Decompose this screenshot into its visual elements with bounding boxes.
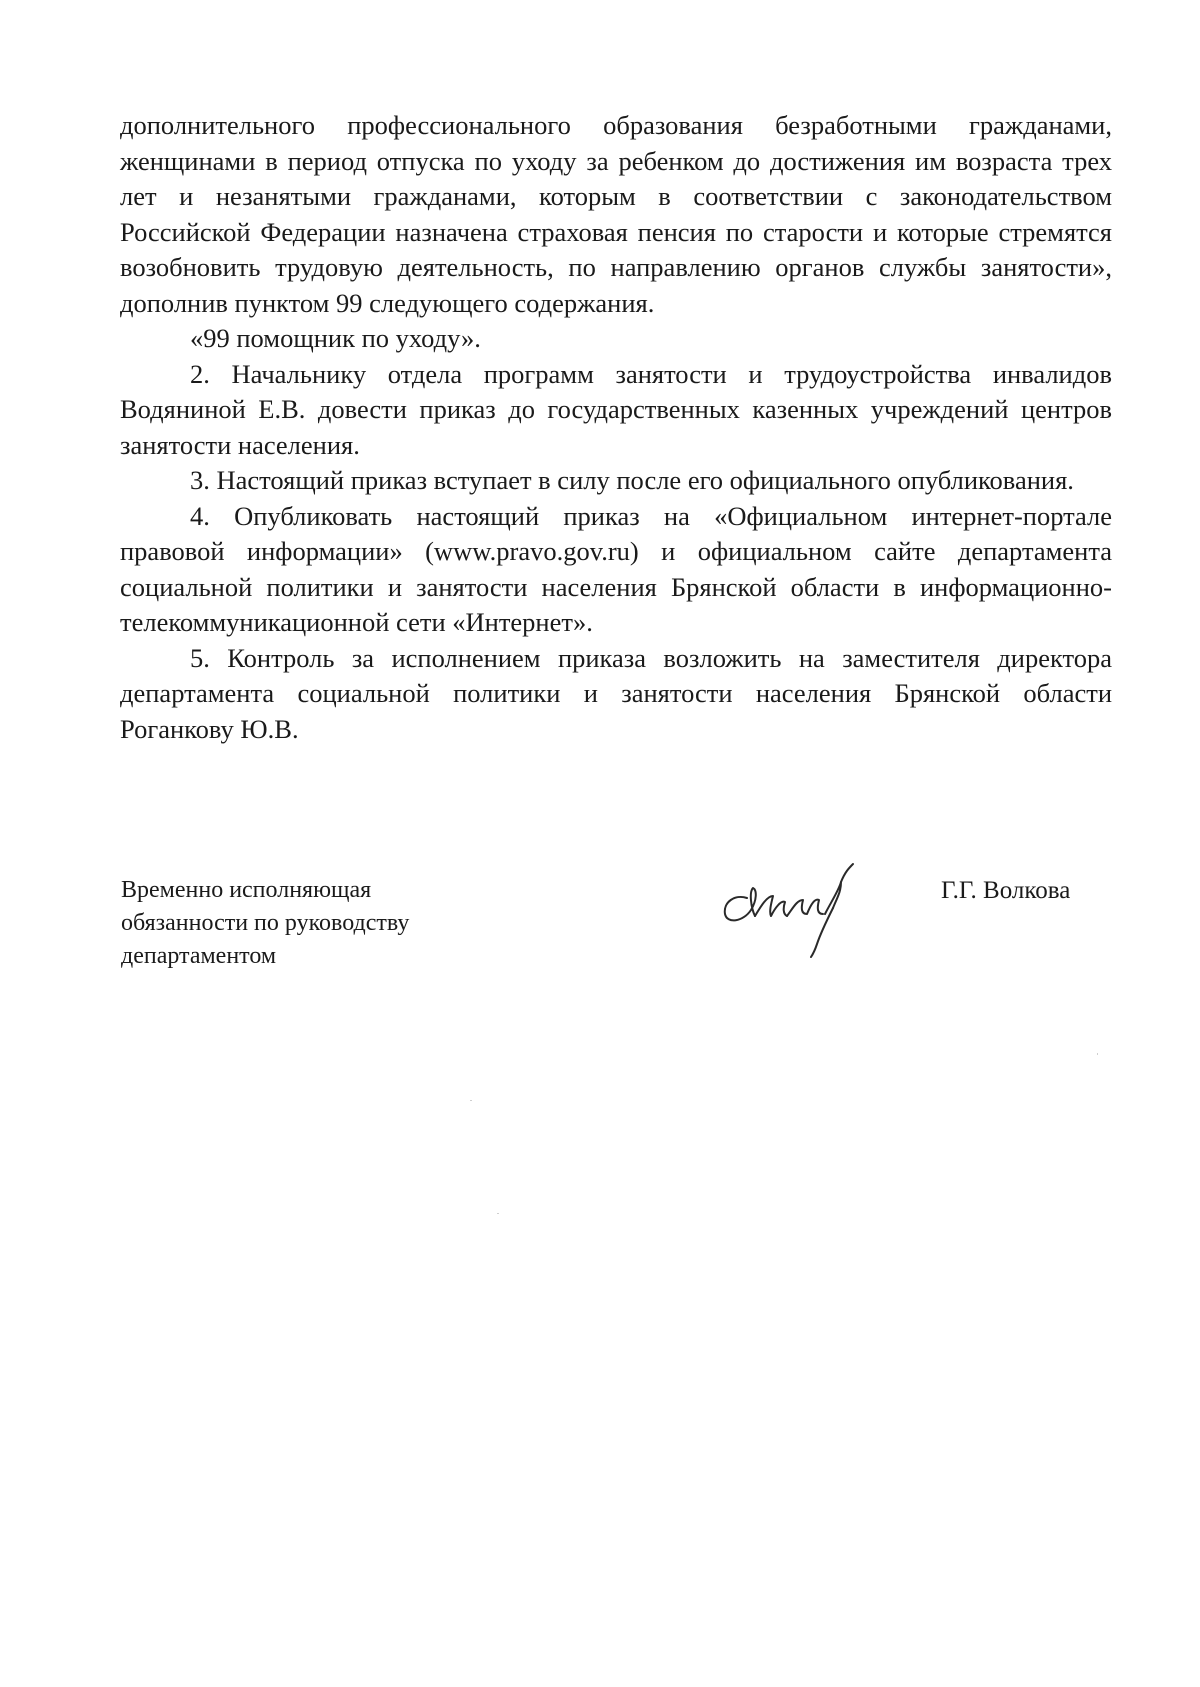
handwritten-signature	[713, 858, 863, 958]
signer-position-line: департаментом	[121, 943, 277, 969]
scan-speck	[470, 1100, 472, 1101]
paragraph-list-continuation: дополнительного профессионального образования безработными гражданами, женщинами в период отпуска по уходу за ребенком до достижения им возраста трех лет и незанятыми гражданами, которым в соответствии с законодательством Российской Федерации назначена страховая пенсия по старости и которые стремятся возобновить трудовую деятельность, по направлению органов службы занятости», дополнив пунктом 99 следующего содержания.	[120, 110, 1112, 318]
scan-speck	[497, 1213, 499, 1214]
paragraph-clause-2: 2. Начальнику отдела программ занятости и трудоустройства инвалидов Водяниной Е.В. довести приказ до государственных казенных учреждений центров занятости населения.	[120, 358, 1112, 460]
signer-name: Г.Г. Волкова	[941, 877, 1071, 904]
paragraph-clause-3: 3. Настоящий приказ вступает в силу после его официального опубликования.	[190, 465, 1074, 495]
paragraph-clause-4: 4. Опубликовать настоящий приказ на «Официальном интернет-портале правовой информации» (www.pravo.gov.ru) и официальном сайте департамента социальной политики и занятости населения Брянской области в информационно-телекоммуникационной сети «Интернет».	[120, 500, 1112, 637]
document-body	[120, 108, 1112, 747]
paragraph-item-99: «99 помощник по уходу».	[190, 323, 481, 353]
scan-speck	[1097, 1053, 1098, 1055]
signer-position	[121, 874, 409, 973]
signature-block	[121, 874, 1113, 984]
signer-position-line: обязанности по руководству	[121, 910, 410, 936]
paragraph-clause-5: 5. Контроль за исполнением приказа возложить на заместителя директора департамента социальной политики и занятости населения Брянской области Роганкову Ю.В.	[120, 642, 1112, 744]
signer-position-line: Временно исполняющая	[121, 877, 372, 903]
